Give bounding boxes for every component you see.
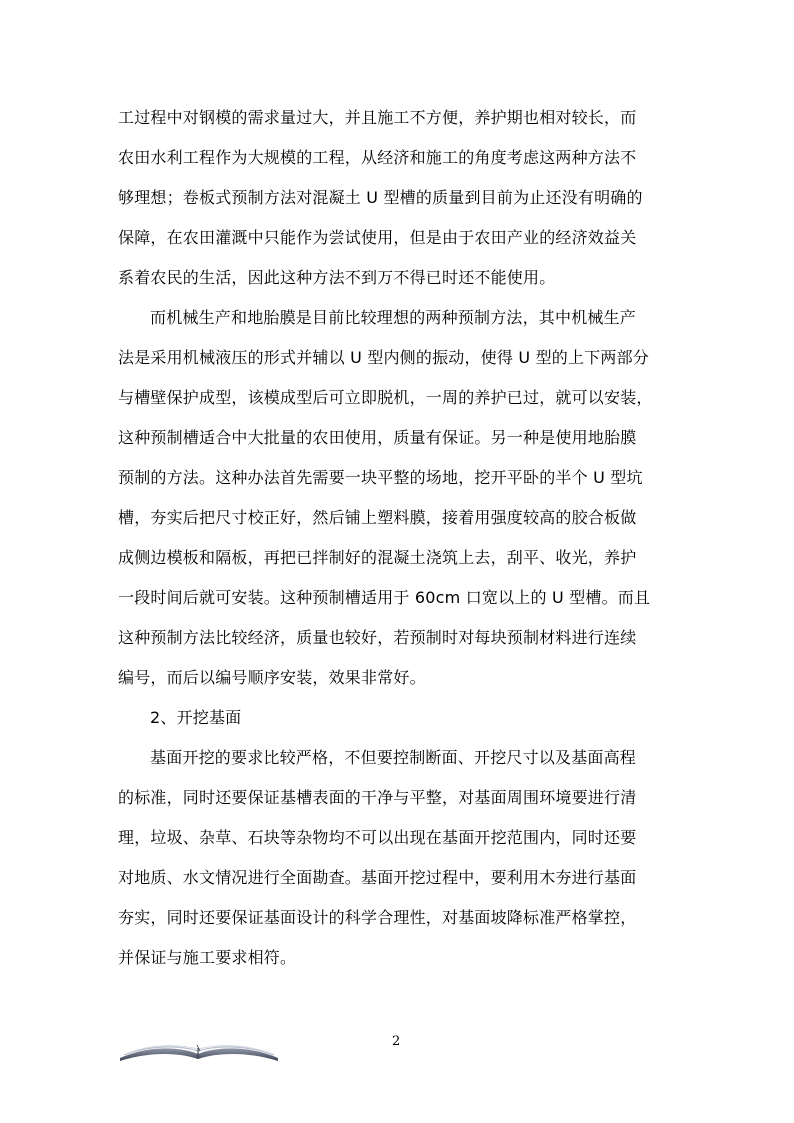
text-line: 保障，在农田灌溉中只能作为尝试使用，但是由于农田产业的经济效益关: [118, 228, 637, 247]
paragraph-start-line: 基面开挖的要求比较严格，不但要控制断面、开挖尺寸以及基面高程: [150, 748, 637, 767]
text-line: 系着农民的生活，因此这种方法不到万不得已时还不能使用。: [118, 268, 556, 287]
text-line: 并保证与施工要求相符。: [118, 948, 297, 967]
text-line: 成侧边模板和隔板，再把已拌制好的混凝土浇筑上去，刮平、收光，养护: [118, 548, 637, 567]
text-line: 工过程中对钢模的需求量过大，并且施工不方便，养护期也相对较长，而: [118, 108, 637, 127]
paragraph-start-line: 而机械生产和地胎膜是目前比较理想的两种预制方法，其中机械生产: [150, 308, 637, 327]
text-line: 这种预制方法比较经济，质量也较好，若预制时对每块预制材料进行连续: [118, 628, 637, 647]
body-text: [118, 98, 678, 978]
text-line: 预制的方法。这种办法首先需要一块平整的场地，挖开平卧的半个 U 型坑: [118, 468, 643, 487]
section-heading: 2、开挖基面: [150, 708, 242, 727]
open-book-icon: [118, 1036, 280, 1062]
text-line: 与槽壁保护成型，该模成型后可立即脱机，一周的养护已过，就可以安装，: [118, 388, 653, 407]
text-line: 对地质、水文情况进行全面勘查。基面开挖过程中，要利用木夯进行基面: [118, 868, 637, 887]
text-line: 的标准，同时还要保证基槽表面的干净与平整，对基面周围环境要进行清: [118, 788, 637, 807]
text-line: 农田水利工程作为大规模的工程，从经济和施工的角度考虑这两种方法不: [118, 148, 637, 167]
text-line: 编号，而后以编号顺序安装，效果非常好。: [118, 668, 426, 687]
text-line: 理，垃圾、杂草、石块等杂物均不可以出现在基面开挖范围内，同时还要: [118, 828, 637, 847]
text-line: 这种预制槽适合中大批量的农田使用，质量有保证。另一种是使用地胎膜: [118, 428, 637, 447]
text-line: 够理想；卷板式预制方法对混凝土 U 型槽的质量到目前为止还没有明确的: [118, 188, 643, 207]
text-line: 一段时间后就可安装。这种预制槽适用于 60cm 口宽以上的 U 型槽。而且: [118, 588, 651, 607]
text-line: 法是采用机械液压的形式并辅以 U 型内侧的振动，使得 U 型的上下两部分: [118, 348, 649, 367]
text-line: 槽，夯实后把尺寸校正好，然后铺上塑料膜，接着用强度较高的胶合板做: [118, 508, 637, 527]
text-line: 夯实，同时还要保证基面设计的科学合理性，对基面坡降标准严格掌控，: [118, 908, 637, 927]
page-number: 2: [392, 1034, 401, 1049]
